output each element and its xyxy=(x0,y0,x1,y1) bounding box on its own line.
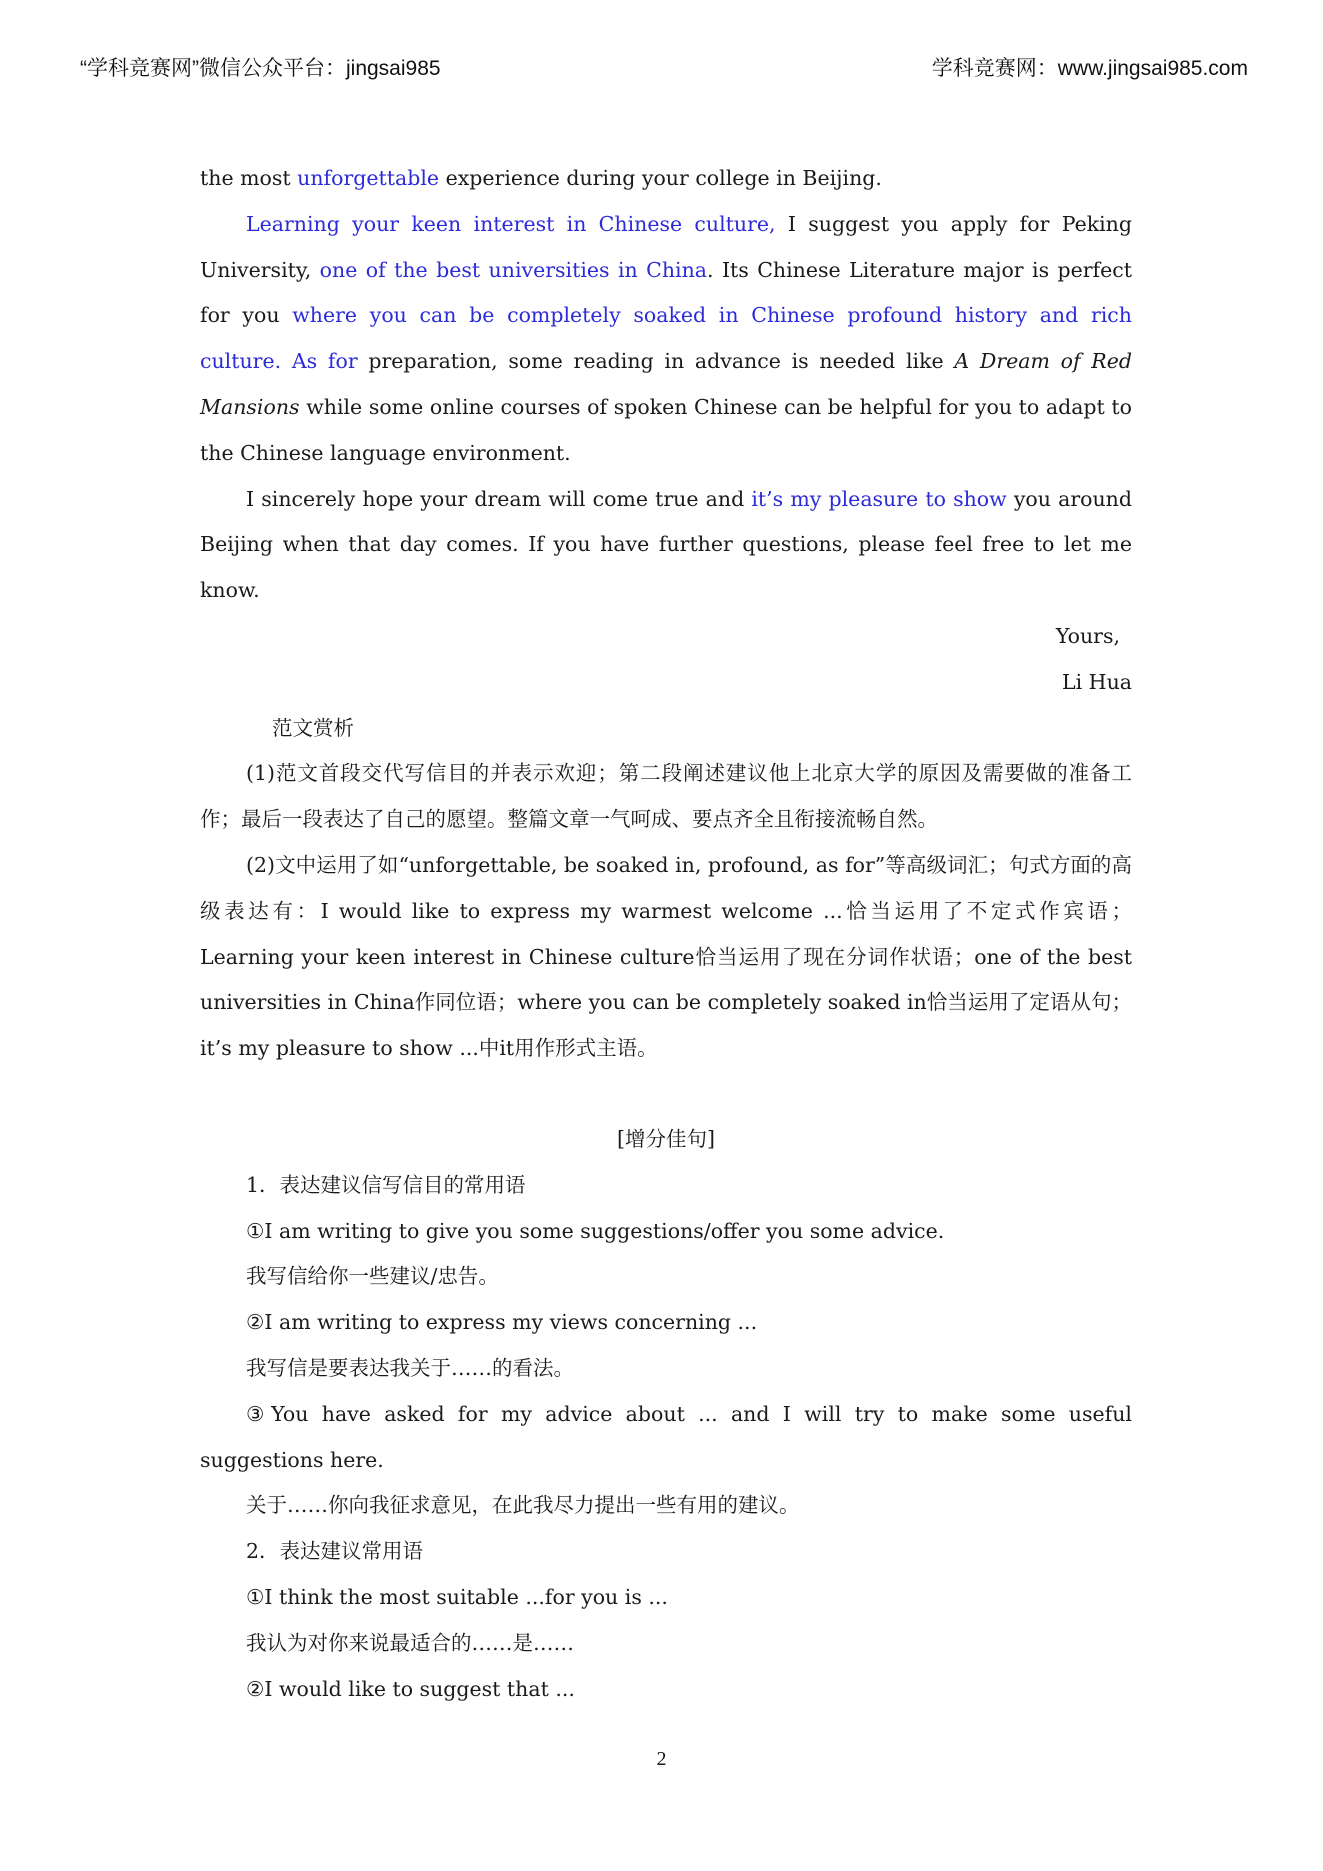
example-en: ①I think the most suitable ...for you is ... xyxy=(246,1584,668,1609)
analysis-point-1: (1)范文首段交代写信目的并表示欢迎；第二段阐述建议他上北京大学的原因及需要做的准备工作；最后一段表达了自己的愿望。整篇文章一气呵成、要点齐全且衔接流畅自然。 xyxy=(200,761,1132,832)
text-run: you around Beijing when that day comes. If you have further questions, please feel free to let me know. xyxy=(200,486,1132,603)
highlight-phrase: one of the best universities in China xyxy=(319,257,708,282)
text-run: experience during your college in Beijing. xyxy=(439,166,882,190)
section-2-heading: 2．表达建议常用语 xyxy=(246,1539,424,1564)
example-cn: 我写信给你一些建议/忠告。 xyxy=(246,1264,499,1289)
phrases-title: [增分佳句] xyxy=(617,1126,715,1151)
example-en: ①I am writing to give you some suggestions/offer you some advice. xyxy=(246,1218,945,1243)
text-run: I sincerely hope your dream will come true and xyxy=(246,486,752,511)
letter-signature: Li Hua xyxy=(1062,669,1132,694)
text-run: I suggest you apply for Peking University, xyxy=(200,211,1133,282)
spacer xyxy=(200,1072,1132,1117)
text-run: while some online courses of spoken Chinese can be helpful for you to adapt to the Chinese language environment. xyxy=(200,394,1132,465)
example-en: ③You have asked for my advice about ... and I will try to make some useful suggestions here. xyxy=(200,1401,1132,1472)
letter-paragraph-2 xyxy=(200,477,1132,614)
highlight-phrase: unforgettable xyxy=(297,166,440,190)
text-run: preparation, some reading in advance is needed like xyxy=(357,349,955,374)
document-body xyxy=(200,156,1132,1712)
highlight-phrase: Learning your keen interest in Chinese culture, xyxy=(246,211,776,236)
highlight-phrase: it’s my pleasure to show xyxy=(751,486,1007,511)
letter-closing: Yours, xyxy=(1055,623,1120,648)
highlight-phrase: where you can be completely soaked in Chinese profound history and rich culture. As for xyxy=(200,303,1132,374)
header-right-text: 学科竞赛网：www.jingsai985.com xyxy=(931,57,1248,80)
analysis-title: 范文赏析 xyxy=(272,715,354,740)
analysis-point-2: (2)文中运用了如“unforgettable, be soaked in, profound, as for”等高级词汇；句式方面的高级表达有：I would like to express my warmest welcome ...恰当运用了不定式作宾语；Learning your keen interest in Chinese culture恰当运用了现在分词作状语；one of the best universities in China作同位语；where you can be completely soaked in恰当运用了定语从句； it’s my pleasure to show ...中it用作形式主语。 xyxy=(200,852,1132,1061)
text-run: the most xyxy=(200,166,298,190)
page-number: 2 xyxy=(656,1748,667,1770)
example-cn: 关于……你向我征求意见，在此我尽力提出一些有用的建议。 xyxy=(246,1493,800,1518)
example-en: ②I am writing to express my views concerning ... xyxy=(246,1310,758,1335)
letter-paragraph-0 xyxy=(200,156,1132,202)
example-cn: 我认为对你来说最适合的……是…… xyxy=(246,1630,574,1655)
book-title: A Dream of Red Mansions xyxy=(200,349,1132,419)
text-run: . Its Chinese Literature major is perfect for you xyxy=(200,257,1132,328)
letter-paragraph-1 xyxy=(200,202,1132,477)
example-cn: 我写信是要表达我关于……的看法。 xyxy=(246,1355,574,1380)
header-left-text: “学科竞赛网”微信公众平台：jingsai985 xyxy=(80,57,441,80)
section-1-heading: 1．表达建议信写信目的常用语 xyxy=(246,1172,526,1197)
example-en: ②I would like to suggest that ... xyxy=(246,1676,575,1701)
